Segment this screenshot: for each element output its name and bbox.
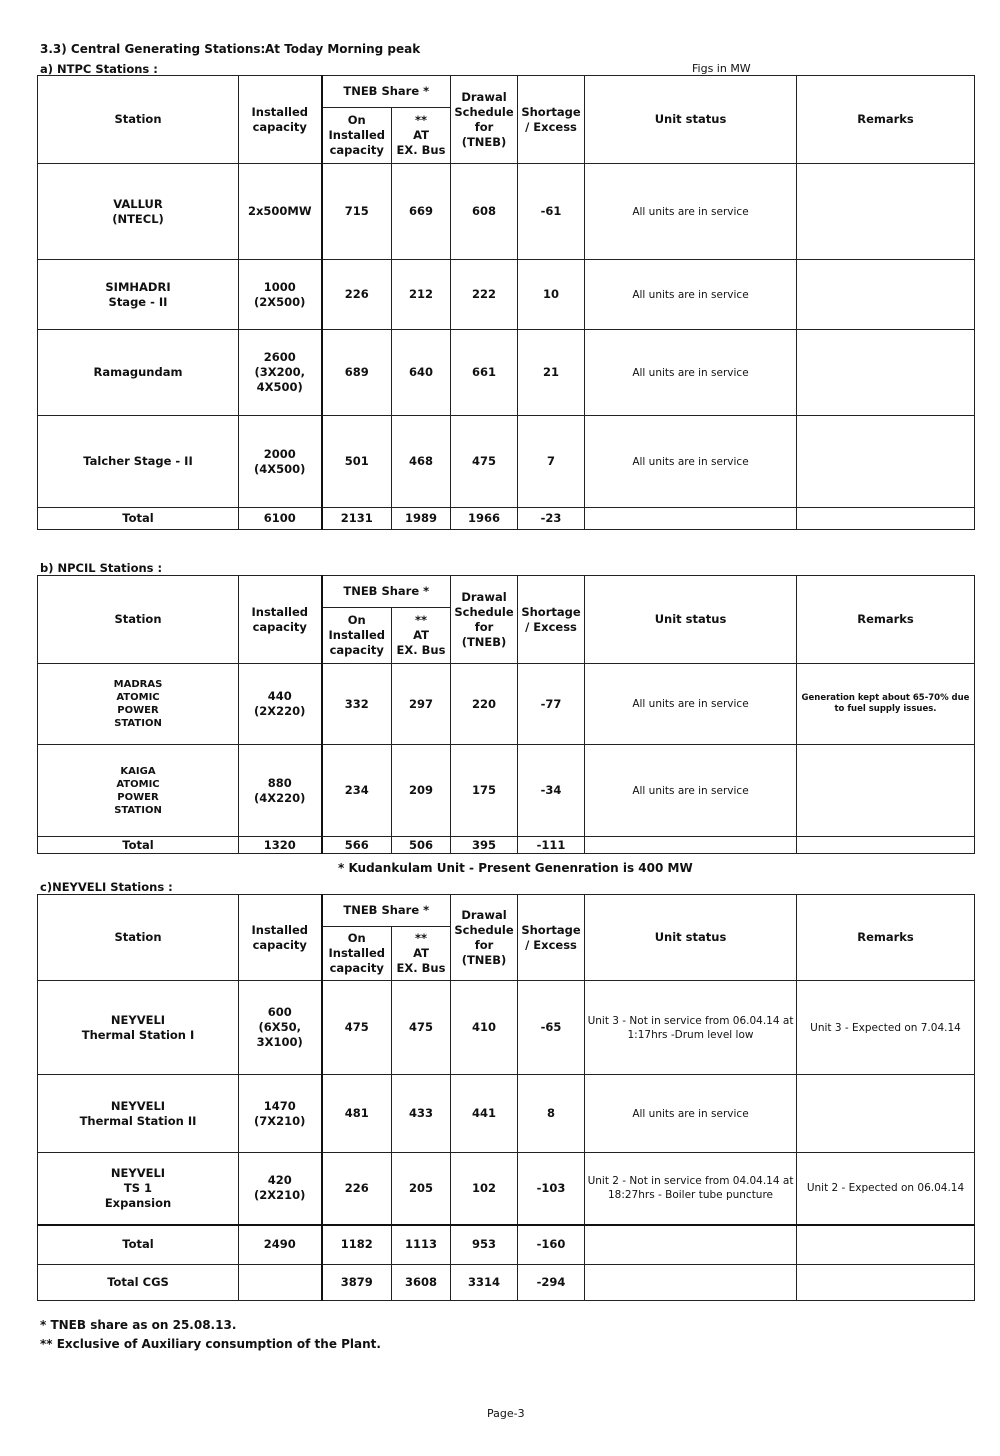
total-unit-status (585, 837, 797, 854)
ex-bus-cell: 212 (392, 260, 451, 330)
installed-header-line: capacity (252, 619, 307, 634)
drawal-header-line: Drawal (461, 89, 507, 104)
drawal-header-line: (TNEB) (461, 952, 507, 967)
total-remarks (797, 1225, 975, 1265)
station-cell (38, 1153, 239, 1225)
figs-note: Figs in MW (692, 62, 751, 75)
station-name-line: NEYVELI (110, 1012, 166, 1027)
table-row (38, 416, 975, 508)
on-installed-cell: 715 (322, 164, 392, 260)
installed-cell (239, 164, 322, 260)
table-row (38, 1153, 975, 1225)
ex-bus-cell: 475 (392, 981, 451, 1075)
installed-line: (2X210) (254, 1188, 306, 1203)
total-ex-bus: 1113 (392, 1225, 451, 1265)
total-ex-bus: 506 (392, 837, 451, 854)
station-name-line: ATOMIC (116, 778, 160, 790)
station-name-line: POWER (117, 791, 159, 803)
remarks-cell (797, 164, 975, 260)
npcil-table (37, 575, 975, 854)
section-subtitle: At Today Morning peak (265, 42, 421, 56)
ex-bus-header-line: ** (414, 113, 428, 127)
drawal-cell: 608 (451, 164, 518, 260)
installed-cell (239, 745, 322, 837)
total-remarks (797, 837, 975, 854)
on-installed-header-line: capacity (329, 643, 384, 657)
on-installed-cell: 226 (322, 1153, 392, 1225)
unit-status-cell (585, 260, 797, 330)
tneb-share-header: TNEB Share * (322, 895, 451, 927)
header-row (38, 895, 975, 927)
station-name-line: ATOMIC (116, 692, 160, 703)
drawal-header (451, 76, 518, 164)
ex-bus-header-line: EX. Bus (396, 143, 446, 157)
on-installed-cell: 226 (322, 260, 392, 330)
unit-status-line: All units are in service (632, 698, 749, 710)
remarks-cell (797, 664, 975, 745)
total-unit-status (585, 508, 797, 530)
tneb-share-header: TNEB Share * (322, 76, 451, 108)
on-installed-header-line: Installed (328, 946, 385, 960)
unit-status-line: 1:17hrs -Drum level low (627, 1028, 754, 1041)
installed-line: 1470 (263, 1098, 296, 1113)
unit-status-line: Unit 2 - Not in service from 04.04.14 at (587, 1175, 794, 1188)
remarks-header: Remarks (797, 576, 975, 664)
on-installed-header-line: capacity (329, 961, 384, 975)
installed-cell (239, 1153, 322, 1225)
drawal-header-line: (TNEB) (461, 134, 507, 149)
station-name-line: VALLUR (113, 196, 163, 211)
station-name-line: (NTECL) (112, 211, 164, 226)
station-cell (38, 330, 239, 416)
drawal-header-line: for (474, 119, 494, 134)
on-installed-cell: 475 (322, 981, 392, 1075)
section-heading: 3.3) Central Generating Stations: (40, 42, 266, 56)
installed-header (239, 895, 322, 981)
station-cell (38, 664, 239, 745)
installed-header (239, 576, 322, 664)
total-label: Total (38, 508, 239, 530)
installed-line: (6X50, (258, 1020, 301, 1034)
shortage-header (518, 895, 585, 981)
drawal-cell: 410 (451, 981, 518, 1075)
ex-bus-cell: 433 (392, 1075, 451, 1153)
on-installed-cell: 689 (322, 330, 392, 416)
total-on-installed: 3879 (322, 1265, 392, 1301)
total-cgs-row (38, 1265, 975, 1301)
shortage-header-line: / Excess (525, 937, 577, 952)
ex-bus-header (392, 927, 451, 981)
table-row (38, 664, 975, 745)
total-shortage: -160 (518, 1225, 585, 1265)
total-ex-bus: 1989 (392, 508, 451, 530)
total-drawal: 953 (451, 1225, 518, 1265)
shortage-header (518, 576, 585, 664)
shortage-cell: -34 (518, 745, 585, 837)
installed-line: (4X500) (254, 461, 306, 476)
unit-status-cell (585, 664, 797, 745)
npcil-title: b) NPCIL Stations : (40, 561, 163, 575)
table-row (38, 330, 975, 416)
total-shortage: -23 (518, 508, 585, 530)
unit-status-header: Unit status (585, 895, 797, 981)
remarks-header: Remarks (797, 76, 975, 164)
shortage-header-line: / Excess (525, 619, 577, 634)
footnote-2: ** Exclusive of Auxiliary consumption of the Plant. (40, 1337, 381, 1351)
shortage-cell: -65 (518, 981, 585, 1075)
remarks-cell (797, 416, 975, 508)
remarks-line: Unit 2 - Expected on 06.04.14 (806, 1182, 965, 1195)
drawal-cell: 175 (451, 745, 518, 837)
unit-status-cell (585, 1075, 797, 1153)
installed-header-line: Installed (251, 604, 308, 619)
on-installed-header (322, 108, 392, 164)
remarks-cell (797, 981, 975, 1075)
ex-bus-cell: 468 (392, 416, 451, 508)
shortage-cell: -103 (518, 1153, 585, 1225)
total-drawal: 3314 (451, 1265, 518, 1301)
unit-status-line: All units are in service (632, 1107, 749, 1120)
installed-cell (239, 664, 322, 745)
drawal-header-line: for (474, 937, 494, 952)
drawal-cell: 220 (451, 664, 518, 745)
installed-line: (2X220) (254, 704, 306, 718)
installed-line: 3X100) (256, 1035, 303, 1049)
header-row (38, 576, 975, 608)
installed-cell (239, 260, 322, 330)
total-installed (239, 1265, 322, 1301)
ex-bus-header-line: AT (413, 946, 429, 960)
drawal-header-line: Drawal (461, 589, 507, 604)
table-row (38, 260, 975, 330)
station-header: Station (38, 576, 239, 664)
total-remarks (797, 508, 975, 530)
total-row (38, 508, 975, 530)
total-ex-bus: 3608 (392, 1265, 451, 1301)
installed-header-line: capacity (252, 119, 307, 134)
ex-bus-header (392, 108, 451, 164)
installed-line: (7X210) (254, 1113, 306, 1128)
page-number: Page-3 (487, 1407, 525, 1420)
installed-line: 1000 (263, 279, 296, 294)
ex-bus-cell: 205 (392, 1153, 451, 1225)
on-installed-cell: 234 (322, 745, 392, 837)
total-shortage: -111 (518, 837, 585, 854)
installed-cell (239, 416, 322, 508)
total-unit-status (585, 1265, 797, 1301)
installed-line: 420 (267, 1173, 292, 1188)
shortage-cell: 8 (518, 1075, 585, 1153)
total-drawal: 1966 (451, 508, 518, 530)
on-installed-header (322, 927, 392, 981)
installed-header-line: Installed (251, 922, 308, 937)
station-cell (38, 164, 239, 260)
header-row (38, 76, 975, 108)
total-label: Total (38, 1225, 239, 1265)
on-installed-cell: 332 (322, 664, 392, 745)
installed-header-line: Installed (251, 104, 308, 119)
shortage-cell: -77 (518, 664, 585, 745)
station-cell (38, 981, 239, 1075)
table-row (38, 164, 975, 260)
total-row (38, 1225, 975, 1265)
station-name-line: SIMHADRI (105, 279, 171, 294)
unit-status-cell (585, 330, 797, 416)
drawal-cell: 475 (451, 416, 518, 508)
station-name-line: Thermal Station I (81, 1027, 195, 1042)
unit-status-cell (585, 416, 797, 508)
remarks-line: to fuel supply issues. (834, 704, 937, 714)
drawal-cell: 661 (451, 330, 518, 416)
on-installed-cell: 501 (322, 416, 392, 508)
drawal-header-line: (TNEB) (461, 634, 507, 649)
table-row (38, 1075, 975, 1153)
on-installed-header-line: capacity (329, 143, 384, 157)
station-name-line: Thermal Station II (79, 1113, 197, 1128)
unit-status-line: All units are in service (632, 288, 749, 301)
station-name-line: Talcher Stage - II (83, 454, 193, 468)
installed-line: 4X500) (256, 380, 303, 394)
unit-status-cell (585, 745, 797, 837)
total-on-installed: 2131 (322, 508, 392, 530)
drawal-header-line: Schedule (454, 922, 514, 937)
total-installed: 2490 (239, 1225, 322, 1265)
station-name-line: KAIGA (120, 765, 156, 777)
shortage-header-line: Shortage (521, 104, 581, 119)
neyveli-table (37, 894, 975, 1301)
unit-status-line: 18:27hrs - Boiler tube puncture (607, 1189, 774, 1202)
station-header: Station (38, 895, 239, 981)
installed-header-line: capacity (252, 937, 307, 952)
installed-line: 2600 (263, 350, 296, 364)
on-installed-header-line: Installed (328, 628, 385, 642)
installed-line: (2X500) (254, 294, 306, 309)
remarks-cell (797, 260, 975, 330)
total-installed: 6100 (239, 508, 322, 530)
unit-status-header: Unit status (585, 576, 797, 664)
remarks-cell (797, 1153, 975, 1225)
footnote-1: * TNEB share as on 25.08.13. (40, 1318, 237, 1332)
installed-line: 2x500MW (247, 204, 312, 218)
remarks-cell (797, 1075, 975, 1153)
drawal-header (451, 576, 518, 664)
installed-line: 440 (267, 689, 292, 703)
total-unit-status (585, 1225, 797, 1265)
station-name-line: Expansion (104, 1195, 172, 1210)
shortage-header-line: Shortage (521, 604, 581, 619)
on-installed-header-line: On (347, 113, 366, 127)
station-cell (38, 260, 239, 330)
tneb-share-header: TNEB Share * (322, 576, 451, 608)
unit-status-header: Unit status (585, 76, 797, 164)
unit-status-cell (585, 1153, 797, 1225)
remarks-header: Remarks (797, 895, 975, 981)
shortage-cell: 21 (518, 330, 585, 416)
installed-line: (3X200, (254, 365, 305, 379)
drawal-cell: 102 (451, 1153, 518, 1225)
installed-cell (239, 981, 322, 1075)
ntpc-table (37, 75, 975, 530)
station-name-line: STATION (114, 718, 162, 729)
station-name-line: NEYVELI (110, 1098, 166, 1113)
shortage-header-line: / Excess (525, 119, 577, 134)
ex-bus-header-line: EX. Bus (396, 961, 446, 975)
station-name-line: MADRAS (113, 679, 163, 690)
station-cell (38, 745, 239, 837)
ex-bus-header-line: ** (414, 931, 428, 945)
unit-status-cell (585, 164, 797, 260)
ex-bus-header-line: AT (413, 128, 429, 142)
remarks-cell (797, 745, 975, 837)
shortage-cell: 10 (518, 260, 585, 330)
installed-line: 880 (267, 775, 292, 790)
ex-bus-header-line: EX. Bus (396, 643, 446, 657)
shortage-cell: 7 (518, 416, 585, 508)
remarks-cell (797, 330, 975, 416)
on-installed-header-line: On (347, 613, 366, 627)
installed-header (239, 76, 322, 164)
total-row (38, 837, 975, 854)
total-label: Total (38, 837, 239, 854)
total-on-installed: 566 (322, 837, 392, 854)
on-installed-header-line: On (347, 931, 366, 945)
station-name-line: NEYVELI (110, 1165, 166, 1180)
on-installed-header (322, 608, 392, 664)
remarks-line: Generation kept about 65-70% due (801, 693, 970, 703)
ex-bus-header-line: ** (414, 613, 428, 627)
total-label: Total CGS (38, 1265, 239, 1301)
station-name-line: STATION (114, 804, 162, 816)
remarks-line: Unit 3 - Expected on 7.04.14 (810, 1021, 961, 1034)
drawal-header-line: for (474, 619, 494, 634)
ex-bus-header (392, 608, 451, 664)
station-name-line: Stage - II (108, 294, 168, 309)
total-on-installed: 1182 (322, 1225, 392, 1265)
drawal-header-line: Drawal (461, 907, 507, 922)
ex-bus-cell: 640 (392, 330, 451, 416)
unit-status-cell (585, 981, 797, 1075)
total-installed: 1320 (239, 837, 322, 854)
drawal-cell: 441 (451, 1075, 518, 1153)
table-row (38, 745, 975, 837)
drawal-header-line: Schedule (454, 104, 514, 119)
unit-status-line: Unit 3 - Not in service from 06.04.14 at (587, 1014, 794, 1027)
drawal-header (451, 895, 518, 981)
ex-bus-cell: 297 (392, 664, 451, 745)
station-cell (38, 416, 239, 508)
ex-bus-cell: 209 (392, 745, 451, 837)
installed-cell (239, 330, 322, 416)
installed-line: 2000 (263, 446, 296, 461)
station-name-line: TS 1 (123, 1180, 153, 1195)
table-row (38, 981, 975, 1075)
station-cell (38, 1075, 239, 1153)
shortage-header (518, 76, 585, 164)
kudankulam-note: * Kudankulam Unit - Present Genenration is 400 MW (338, 861, 693, 875)
drawal-header-line: Schedule (454, 604, 514, 619)
on-installed-header-line: Installed (328, 128, 385, 142)
neyveli-title: c)NEYVELI Stations : (40, 880, 173, 894)
total-drawal: 395 (451, 837, 518, 854)
unit-status-line: All units are in service (632, 366, 749, 379)
shortage-header-line: Shortage (521, 922, 581, 937)
total-shortage: -294 (518, 1265, 585, 1301)
unit-status-line: All units are in service (632, 205, 749, 218)
unit-status-line: All units are in service (632, 455, 749, 468)
station-name-line: Ramagundam (93, 365, 183, 379)
ex-bus-header-line: AT (413, 628, 429, 642)
installed-cell (239, 1075, 322, 1153)
station-header: Station (38, 76, 239, 164)
total-remarks (797, 1265, 975, 1301)
ex-bus-cell: 669 (392, 164, 451, 260)
installed-line: (4X220) (254, 790, 306, 805)
ntpc-title: a) NTPC Stations : (40, 62, 158, 76)
installed-line: 600 (267, 1005, 292, 1019)
on-installed-cell: 481 (322, 1075, 392, 1153)
unit-status-line: All units are in service (632, 784, 749, 797)
station-name-line: POWER (117, 705, 159, 716)
shortage-cell: -61 (518, 164, 585, 260)
drawal-cell: 222 (451, 260, 518, 330)
